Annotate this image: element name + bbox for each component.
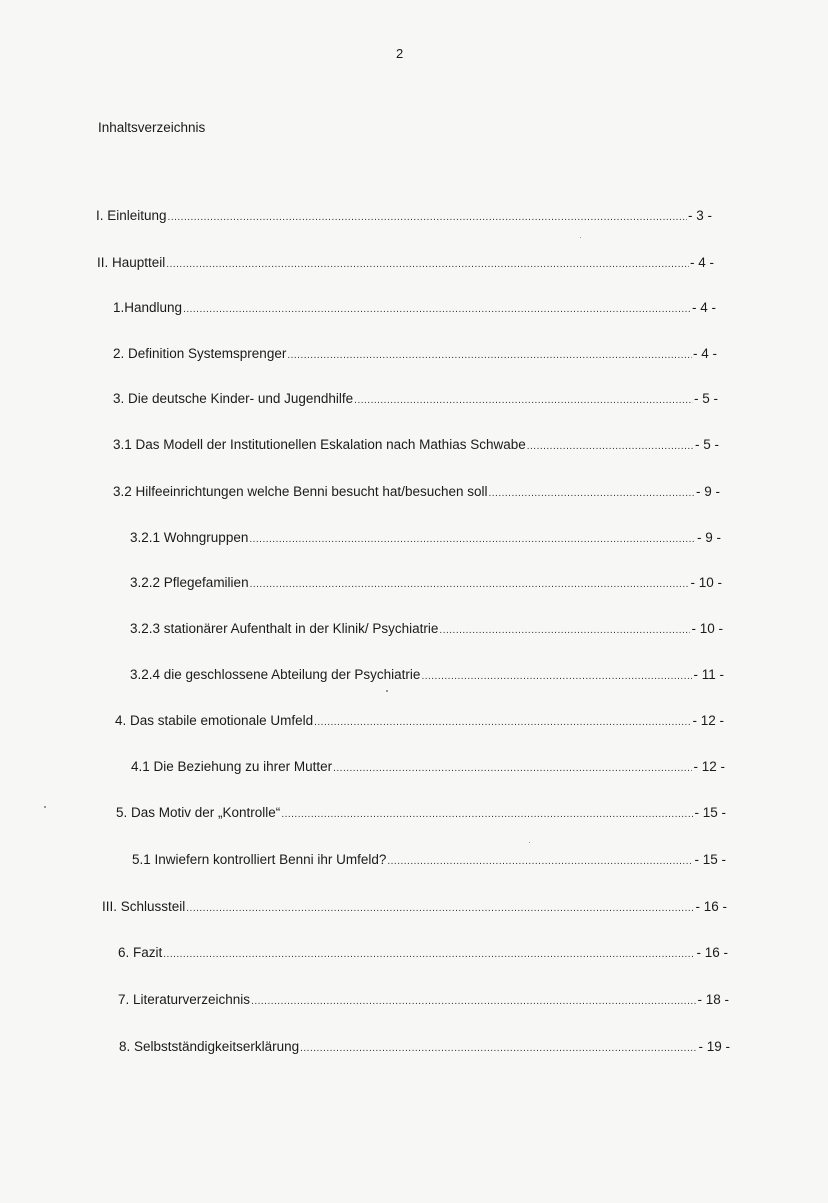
toc-entry-label: 7. Literaturverzeichnis <box>118 992 251 1007</box>
toc-entry-page: - 19 - <box>698 1039 730 1054</box>
toc-entry-label: II. Hauptteil <box>97 255 166 270</box>
toc-entry-kinder-jugendhilfe <box>113 391 718 406</box>
toc-entry-selbststaendigkeitserklaerung <box>119 1039 730 1054</box>
toc-entry-literaturverzeichnis <box>118 992 729 1007</box>
toc-entry-page: - 9 - <box>696 530 721 545</box>
toc-entry-kontrolliert-umfeld <box>132 852 726 867</box>
toc-entry-hilfeeinrichtungen <box>113 484 720 499</box>
toc-entry-page: - 3 - <box>687 208 712 223</box>
toc-entry-wohngruppen <box>130 530 721 545</box>
toc-entry-page: - 5 - <box>693 391 718 406</box>
page-number: 2 <box>396 46 404 61</box>
dot-leader <box>183 304 691 315</box>
toc-entry-pflegefamilien <box>130 575 722 590</box>
dot-leader <box>489 488 695 499</box>
toc-entry-label: 8. Selbstständigkeitserklärung <box>119 1039 300 1054</box>
scan-speck <box>529 842 530 843</box>
dot-leader <box>287 350 692 361</box>
toc-title: Inhaltsverzeichnis <box>98 120 206 135</box>
toc-entry-page: - 11 - <box>693 667 724 682</box>
toc-entry-label: 6. Fazit <box>118 945 163 960</box>
toc-entry-label: 3.2.2 Pflegefamilien <box>130 575 249 590</box>
toc-entry-page: - 12 - <box>692 713 724 728</box>
toc-entry-definition-systemsprenger <box>113 346 717 361</box>
toc-entry-label: 2. Definition Systemsprenger <box>113 346 287 361</box>
toc-entry-einleitung <box>96 208 712 223</box>
toc-entry-label: 3.1 Das Modell der Institutionellen Eskalation nach Mathias Schwabe <box>113 437 526 452</box>
dot-leader <box>354 395 693 406</box>
toc-entry-label: 3.2.3 stationärer Aufenthalt in der Klinik/ Psychiatrie <box>130 621 439 636</box>
dot-leader <box>249 534 696 545</box>
dot-leader <box>300 1043 697 1054</box>
dot-leader <box>186 903 694 914</box>
dot-leader <box>333 763 692 774</box>
dot-leader <box>439 625 690 636</box>
toc-entry-emotionale-umfeld <box>115 713 724 728</box>
dot-leader <box>281 809 693 820</box>
toc-entry-label: 4. Das stabile emotionale Umfeld <box>115 713 314 728</box>
toc-entry-page: - 15 - <box>694 852 726 867</box>
dot-leader <box>250 579 690 590</box>
dot-leader <box>387 856 693 867</box>
toc-entry-page: - 16 - <box>695 899 727 914</box>
toc-entry-page: - 12 - <box>693 759 725 774</box>
dot-leader <box>314 717 691 728</box>
toc-entry-page: - 4 - <box>692 346 717 361</box>
scan-speck <box>44 806 46 808</box>
scan-speck <box>580 237 581 238</box>
toc-entry-klinik-psychiatrie <box>130 621 723 636</box>
toc-entry-page: - 16 - <box>696 945 728 960</box>
toc-entry-page: - 15 - <box>694 805 726 820</box>
scan-speck <box>386 690 388 692</box>
toc-entry-hauptteil <box>97 255 714 270</box>
toc-entry-label: 5.1 Inwiefern kontrolliert Benni ihr Umfeld? <box>132 852 387 867</box>
toc-entry-fazit <box>118 945 728 960</box>
toc-entry-label: 5. Das Motiv der „Kontrolle“ <box>116 805 281 820</box>
toc-entry-label: 3. Die deutsche Kinder- und Jugendhilfe <box>113 391 354 406</box>
toc-entry-label: 1.Handlung <box>113 300 183 315</box>
toc-entry-handlung <box>113 300 716 315</box>
toc-entry-label: I. Einleitung <box>96 208 167 223</box>
toc-entry-page: - 10 - <box>690 575 722 590</box>
dot-leader <box>166 259 689 270</box>
dot-leader <box>168 212 687 223</box>
dot-leader <box>527 441 694 452</box>
toc-entry-label: 3.2.1 Wohngruppen <box>130 530 249 545</box>
toc-entry-page: - 4 - <box>691 300 716 315</box>
toc-entry-page: - 9 - <box>695 484 720 499</box>
toc-entry-page: - 4 - <box>689 255 714 270</box>
toc-entry-label: III. Schlussteil <box>102 899 186 914</box>
dot-leader <box>421 671 692 682</box>
toc-entry-label: 3.2 Hilfeeinrichtungen welche Benni besucht hat/besuchen soll <box>113 484 488 499</box>
toc-entry-schlussteil <box>102 899 727 914</box>
toc-entry-modell-eskalation <box>113 437 719 452</box>
toc-entry-page: - 5 - <box>694 437 719 452</box>
toc-entry-geschlossene-abteilung <box>130 667 724 682</box>
toc-entry-page: - 18 - <box>697 992 729 1007</box>
toc-entry-label: 4.1 Die Beziehung zu ihrer Mutter <box>131 759 333 774</box>
toc-entry-page: - 10 - <box>691 621 723 636</box>
toc-entry-beziehung-mutter <box>131 759 725 774</box>
toc-entry-motiv-kontrolle <box>116 805 726 820</box>
toc-entry-label: 3.2.4 die geschlossene Abteilung der Psychiatrie <box>130 667 421 682</box>
dot-leader <box>251 996 696 1007</box>
dot-leader <box>163 949 695 960</box>
